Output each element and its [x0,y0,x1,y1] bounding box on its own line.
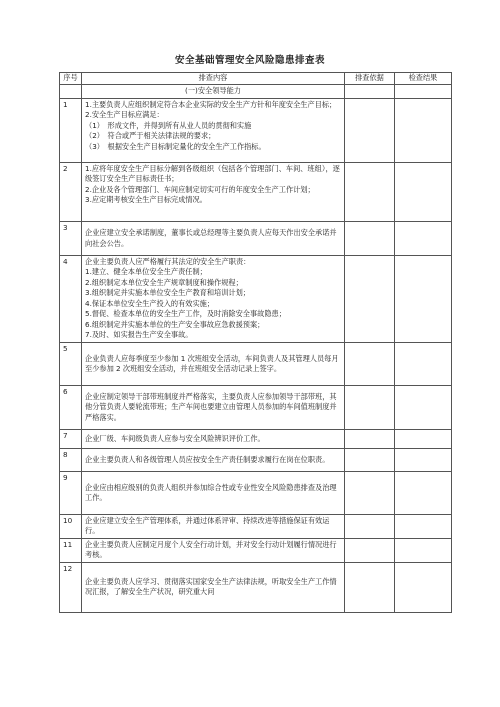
content-line: 7.及时、如实报告生产安全事故。 [85,330,193,340]
row-basis [345,99,395,163]
table-row [60,472,452,515]
row-result [395,222,452,256]
table-row [60,515,452,539]
row-number: 6 [60,386,82,430]
content-line: （3） 根据安全生产目标制定量化的安全生产工作指标。 [85,141,266,151]
row-content [82,256,345,343]
row-basis [345,222,395,256]
row-number: 9 [60,472,82,515]
row-result [395,472,452,515]
row-basis [345,256,395,343]
content-line: 企业应制定领导干部带班制度并严格落实，主要负责人应参加领导干部带班，其他分管负责人要轮流带班；生产车间也要建立由管理人员参加的车间值班制度并严格落实。 [85,391,337,422]
table-row [60,449,452,472]
row-result [395,562,452,612]
row-result [395,163,452,222]
row-basis [345,472,395,515]
row-result [395,430,452,449]
page-title: 安全基础管理安全风险隐患排查表 [174,55,325,66]
table-row [60,343,452,386]
row-basis [345,163,395,222]
section-row [60,85,452,99]
content-line: 企业厂级、车间级负责人应参与安全风险辨识评价工作。 [85,433,265,443]
row-result [395,515,452,539]
row-result [395,256,452,343]
row-content [82,386,345,430]
row-number: 12 [60,562,82,612]
content-line: 企业主要负责人和各级管理人员应按安全生产责任制要求履行在岗在位职责。 [85,454,330,464]
row-basis [345,515,395,539]
inspection-table [59,72,452,613]
row-content [82,99,345,163]
row-number: 3 [60,222,82,256]
table-row [60,99,452,163]
table-header-row [60,73,452,85]
content-line: 3.应定期考核安全生产目标完成情况。 [85,195,207,205]
content-line: 2.企业及各个管理部门、车间应制定切实可行的年度安全生产工作计划； [85,184,315,194]
row-number: 1 [60,99,82,163]
section-title: (一)安全领导能力 [82,85,345,99]
content-line: 企业负责人应每季度至少参加 1 次班组安全活动，车间负责人及其管理人员每月至少参加 2 次班组安全活动，并在班组安全活动记录上签字。 [85,353,339,373]
content-line: 2.安全生产目标应满足： [85,110,164,120]
row-content [82,472,345,515]
table-row [60,562,452,612]
row-content [82,222,345,256]
row-content [82,163,345,222]
row-basis [345,343,395,386]
header-content: 排查内容 [82,73,345,85]
content-line: 3.组织制定并实施本单位安全生产教育和培训计划； [85,288,250,298]
row-content [82,562,345,612]
row-content [82,538,345,562]
row-result [395,449,452,472]
content-line: 企业应建立安全生产管理体系，并通过体系评审、持续改进等措施保证有效运行。 [85,516,330,536]
content-line: 2.组织制定本单位安全生产规章制度和操作规程； [85,277,243,287]
content-line: 企业应由相应级别的负责人组织并参加综合性或专业性安全风险隐患排查及治理工作。 [85,482,337,502]
row-content [82,343,345,386]
row-number: 10 [60,515,82,539]
row-number: 7 [60,430,82,449]
row-result [395,99,452,163]
content-line: 1.建立、健全本单位安全生产责任制； [85,267,207,277]
row-result [395,386,452,430]
row-result [395,538,452,562]
row-basis [345,386,395,430]
content-line: （1） 形成文件，并得到所有从业人员的贯彻和实施 [85,120,252,130]
row-basis [345,430,395,449]
row-number: 8 [60,449,82,472]
header-basis: 排查依据 [345,73,395,85]
header-result: 检查结果 [395,73,452,85]
content-line: 1.主要负责人应组织制定符合本企业实际的安全生产方针和年度安全生产目标； [85,100,337,109]
row-number: 11 [60,538,82,562]
content-line: 企业应建立安全承诺制度，董事长或总经理等主要负责人应每天作出安全承诺并向社会公告。 [85,228,337,248]
content-line: 4.保证本单位安全生产投入的有效实施； [85,298,215,308]
table-row [60,386,452,430]
table-row [60,430,452,449]
content-line: （2） 符合或严于相关法律法规的要求； [85,131,216,141]
row-content [82,430,345,449]
content-line: 企业主要负责人应学习、贯彻落实国家安全生产法律法规，听取安全生产工作情况汇报，了解安全生产状况，研究重大问 [85,576,337,597]
row-result [395,343,452,386]
content-line: 6.组织制定并实施本单位的生产安全事故应急救援预案； [85,319,265,329]
content-line: 企业主要负责人应严格履行其法定的安全生产职责： [85,257,251,266]
content-line: 5.督促、检查本单位的安全生产工作，及时消除安全事故隐患； [85,309,286,319]
row-basis [345,562,395,612]
row-basis [345,538,395,562]
content-line: 企业主要负责人应制定月度个人安全行动计划，并对安全行动计划履行情况进行考核。 [85,539,337,560]
row-number: 2 [60,163,82,222]
table-row [60,163,452,222]
header-no: 序号 [60,73,82,85]
table-row [60,538,452,562]
content-line: 1.应将年度安全生产目标分解到各级组织（包括各个管理部门、车间、班组），逐级签订安全生产目标责任书； [85,164,340,184]
row-number: 4 [60,256,82,343]
row-content [82,449,345,472]
row-number: 5 [60,343,82,386]
table-row [60,222,452,256]
row-content [82,515,345,539]
table-row [60,256,452,343]
row-basis [345,449,395,472]
